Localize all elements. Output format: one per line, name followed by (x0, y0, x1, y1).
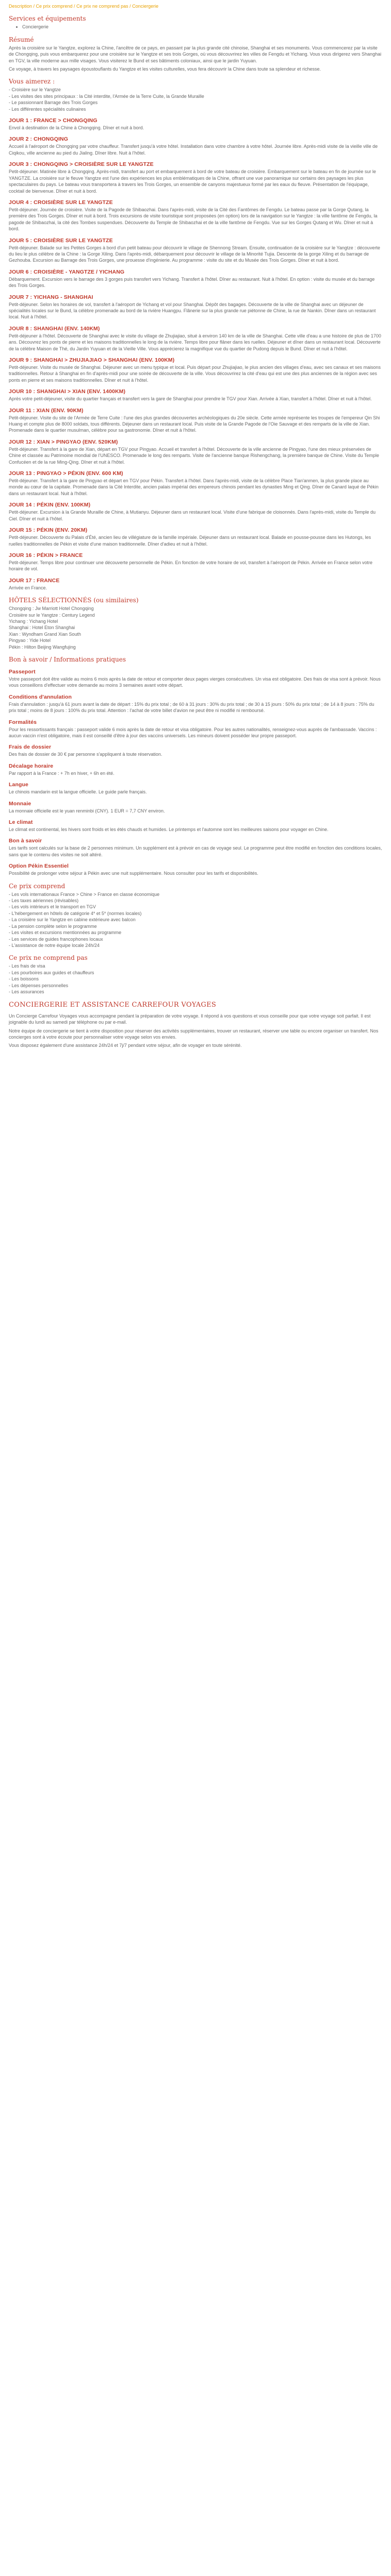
prix-ne-comprend-item: - Les dépenses personnelles (9, 982, 69, 988)
day-text: Petit-déjeuner. Selon les horaires de vol, transfert à l'aéroport de Yichang et vol pour Shanghai. Dépôt des bagages. Découverte de la ville de Shanghai avec un déjeuner de spécialités locales sur le Bund, la célèbre promenade au bord de la rivière Huangpu. Flânerie sur la plus grande rue piétonne de Chine, la rue de Nankin. Dîner dans un restaurant local. Nuit à l'hôtel. (9, 301, 376, 320)
hotel-item: Pingyao : Yide Hotel (9, 638, 51, 643)
conciergerie-paragraph: Notre équipe de conciergerie se tient à votre disposition pour réserver des activités supplémentaires, trouver un restaurant, réserver une table ou encore organiser un transfert. Nos concierges sont à votre écoute pour personnaliser votre voyage selon vos envies. (9, 1028, 379, 1040)
hotel-item: Shanghai : Hotel Eton Shanghai (9, 625, 75, 631)
info-block-title: Décalage horaire (9, 762, 54, 769)
day-title: JOUR 11 : XIAN (ENV. 90KM) (9, 407, 84, 414)
day-text: Petit-déjeuner. Matinée libre à Chongqing. Après-midi, transfert au port et embarquement à bord de votre bateau de croisière. Embarquement sur le bateau en fin de journée sur le YANGTZE. La croisière sur le fleuve Yangtze est l'une des expériences les plus emblématiques de la Chine, offrant une vue panoramique sur certains des paysages les plus spectaculaires du pays. Le bateau vous transportera à travers les Trois Gorges, un ensemble de canyons majestueux formé par les eaux du fleuve. Présentation de l'équipage, cocktail de bienvenue. Dîner et nuit à bord. (9, 169, 376, 194)
info-block-title: Bon à savoir (9, 838, 42, 844)
hotel-item: Croisière sur le Yangtze : Century Legend (9, 612, 95, 618)
day-text: Petit-déjeuner à l'hôtel. Découverte de Shanghai avec le visite du village de Zhujiajiao, situé à environ 140 km de la ville de Shanghai. Cette ville d'eau a une histoire de plus de 1700 ans. Découvrez les ponts de pierre et les maisons traditionnelles le long de la rivière. Temps libre pour flâner dans les ruelles. Déjeuner et dîner dans un restaurant local. Découverte de la célèbre Maison de Thé, du Jardin Yuyuan et de la Vieille Ville. Vous apprécierez la magnifique vue du quartier de Pudong depuis le Bund. Dîner et nuit à l'hôtel. (9, 333, 381, 351)
day-title: JOUR 10 : SHANGHAI > XIAN (ENV. 1400KM) (9, 388, 126, 395)
day-text: Petit-déjeuner. Transfert à la gare de Pingyao et départ en TGV pour Pékin. Transfert à l'hôtel. Dans l'après-midi, visite de la célèbre Place Tian'anmen, la plus grande place au monde au cœur de la capitale. Promenade dans la Cité Interdite, ancien palais impérial des empereurs chinois pendant les dynasties Ming et Qing. Dîner de Canard laqué de Pékin dans un restaurant local. Nuit à l'hôtel. (9, 478, 379, 496)
hotels-list (9, 605, 382, 650)
day-title: JOUR 13 : PINGYAO > PÉKIN (ENV. 600 KM) (9, 470, 123, 477)
prix-comprend-item: - Les visites et excursions mentionnées au programme (9, 930, 122, 936)
services-list (9, 24, 382, 30)
info-block-title: Langue (9, 782, 28, 788)
day-text: Petit-déjeuner. Transfert à la gare de Xian, départ en TGV pour Pingyao. Accueil et transfert à l'hôtel. Découverte de la ville ancienne de Pingyao, l'une des mieux préservées de Chine et classée au Patrimoine mondial de l'UNESCO. Promenade le long des remparts. Visite de l'ancienne banque Rishengchang, la première banque de Chine. Visite du Temple Confucéen et de la rue Ming-Qing. Dîner et nuit à l'hôtel. (9, 446, 379, 465)
info-block-title: Monnaie (9, 800, 31, 807)
prix-comprend-item: - Les vols internationaux France > Chine > France en classe économique (9, 891, 160, 897)
itinerary (9, 117, 382, 591)
prix-ne-comprend-item: - Les boissons (9, 976, 39, 982)
conciergerie-paragraph: Un Concierge Carrefour Voyages vous accompagne pendant la préparation de votre voyage. Il répond à vos questions et vous conseille pour que votre voyage soit parfait. Il est joignable du lundi au samedi par téléphone ou par e-mail. (9, 1013, 371, 1025)
day-title: JOUR 9 : SHANGHAI > ZHUJIAJIAO > SHANGHAI (ENV. 100KM) (9, 357, 175, 363)
info-block-text: Le chinois mandarin est la langue officielle. Le guide parle français. (9, 789, 147, 795)
day-title: JOUR 17 : FRANCE (9, 577, 60, 584)
info-block-text: Les tarifs sont calculés sur la base de 2 personnes minimum. Un supplément est à prévoir en cas de voyage seul. Le programme peut être modifié en fonction des conditions locales, sans que le contenu des visites ne soit altéré. (9, 845, 382, 857)
vous-aimerez-item: - Croisière sur le Yangtze (9, 87, 61, 93)
day-title: JOUR 2 : CHONGQING (9, 136, 68, 143)
prix-comprend-item: - Les taxes aériennes (révisables) (9, 898, 79, 904)
hotels-title: HÔTELS SÉLECTIONNÉS (ou similaires) (9, 597, 139, 604)
day-text: Petit-déjeuner. Découverte du Palais d'Été, ancien lieu de villégiature de la famille impériale. Déjeuner dans un restaurant local. Balade en pousse-pousse dans les Hutongs, les ruelles traditionnelles de Pékin et visite d'une maison traditionnelle. Dîner d'adieu et nuit à l'hôtel. (9, 535, 371, 547)
vous-aimerez-title: Vous aimerez : (9, 78, 55, 86)
info-block-title: Option Pékin Essentiel (9, 863, 69, 870)
prix-comprend-item: - La pension complète selon le programme (9, 923, 97, 929)
prix-ne-comprend-list (9, 963, 382, 995)
breadcrumb[interactable]: Description / Ce prix comprend / Ce prix ne comprend pas / Conciergerie (9, 4, 159, 9)
hotel-item: Pékin : Hilton Beijing Wangfujing (9, 644, 76, 650)
resume-paragraph: Après la croisière sur le Yangtze, explorez la Chine, l'ancêtre de ce pays, en passant par la plus grande cité chinoise, Shanghai et ses monuments. Vous commencerez par la visite de Chongqing, puis vous embarquerez pour une croisière sur le Yangtze et ses trois Gorges, où vous découvrirez les villes de Fengdu et Yichang. Vous vous dirigerez vers Shanghai en TGV, la ville moderne aux mille visages. Vous visiterez le Bund et ses bâtiments coloniaux, ainsi que le jardin Yuyuan. (9, 45, 382, 63)
info-block-title: Le climat (9, 819, 33, 826)
prix-comprend-item: - Les vols intérieurs et le transport en TGV (9, 904, 96, 910)
info-block-title: Passeport (9, 668, 36, 675)
prix-ne-comprend-item: - Les pourboires aux guides et chauffeurs (9, 970, 94, 975)
services-item: • Conciergerie (22, 24, 382, 30)
hotel-item: Chongqing : Jw Marriott Hotel Chongqing (9, 606, 94, 612)
day-title: JOUR 7 : YICHANG - SHANGHAI (9, 294, 93, 300)
info-block-text: Possibilité de prolonger votre séjour à Pékin avec une nuit supplémentaire. Nous consulter pour les tarifs et disponibilités. (9, 871, 258, 876)
prix-ne-comprend-item: - Les frais de visa (9, 963, 45, 969)
vous-aimerez-item: - Les visites des sites principaux : la Cité interdite, l'Armée de la Terre Cuite, la Grande Muraille (9, 93, 204, 99)
day-text: Arrivée en France. (9, 585, 47, 590)
conciergerie-title: CONCIERGERIE ET ASSISTANCE CARREFOUR VOYAGES (9, 1001, 217, 1009)
info-block-text: Frais d'annulation : jusqu'à 61 jours avant la date de départ : 15% du prix total ; de 60 à 31 jours : 30% du prix total ; de 30 à 15 jours : 50% du prix total ; de 14 à 8 jours : 75% du prix total ; moins de 8 jours : 100% du prix total. Attention : l'achat de votre billet d'avion ne peut être ni modifié ni remboursé. (9, 701, 374, 714)
resume-paragraph: Ce voyage, à travers les paysages époustouflants du Yangtze et les visites culturelles, vous fera découvrir la Chine dans toute sa splendeur et richesse. (9, 66, 321, 72)
day-title: JOUR 1 : FRANCE > CHONGQING (9, 117, 97, 124)
page (0, 3, 391, 1061)
prix-comprend-item: - L'assistance de notre équipe locale 24h/24 (9, 942, 100, 948)
day-title: JOUR 15 : PÉKIN (ENV. 20KM) (9, 527, 88, 534)
info-title: Bon à savoir / Informations pratiques (9, 655, 126, 663)
info-block-title: Formalités (9, 719, 37, 725)
day-text: Petit-déjeuner. Excursion à la Grande Muraille de Chine, à Mutianyu. Déjeuner dans un restaurant local. Visite d'une fabrique de cloisonnés. Dans l'après-midi, visite du Temple du Ciel. Dîner et nuit à l'hôtel. (9, 510, 376, 521)
day-text: Petit-déjeuner. Journée de croisière. Visite de la Pagode de Shibaozhai. Dans l'après-midi, visite de la Cité des Fantômes de Fengdu. Le bateau passe par la Gorge Qutang, la première des Trois Gorges. Dîner et nuit à bord. Trois excursions de visite touristique sont proposées (en option) lors de la navigation sur le Yangtze : la ville fantôme de Fengdu, la pagode de Shibaozhai, la cité des Tombes suspendues. Découverte du Temple de Shibaozhai et de la ville fantôme de Fengdu. Vue sur les Gorges Qutang et Wu. Dîner et nuit à bord. (9, 207, 378, 232)
day-title: JOUR 5 : CROISIÈRE SUR LE YANGTZE (9, 237, 113, 244)
day-text: Débarquement. Excursion vers le barrage des 3 gorges puis transfert vers Yichang. Transfert à l'hôtel. Dîner au restaurant. Nuit à l'hôtel. En option : visite du musée et du barrage des Trois Gorges. (9, 276, 375, 289)
conciergerie-paragraph: Vous disposez également d'une assistance 24h/24 et 7j/7 pendant votre séjour, afin de voyager en toute sérénité. (9, 1043, 242, 1048)
info-blocks (9, 668, 382, 877)
vous-aimerez-list (9, 87, 382, 112)
day-text: Accueil à l'aéroport de Chongqing par votre chauffeur. Transfert jusqu'à votre hôtel. Installation dans votre chambre à votre hôtel. Journée libre. Après-midi visite de la vieille ville de Ciqikou, ville ancienne au pied du Jialing. Dîner libre. Nuit à l'hôtel. (9, 144, 378, 156)
prix-ne-comprend-title: Ce prix ne comprend pas (9, 954, 88, 962)
day-title: JOUR 14 : PÉKIN (ENV. 100KM) (9, 502, 91, 509)
day-text: Petit-déjeuner. Temps libre pour continuer une découverte personnelle de Pékin. En fonction de votre horaire de vol, transfert à l'aéroport de Pékin. Arrivée en France selon votre horaire de vol. (9, 560, 372, 572)
info-block-text: Votre passeport doit être valide au moins 6 mois après la date de retour et comporter deux pages vierges consécutives. Un visa est obligatoire. Des frais de visa sont à prévoir. Nous vous conseillons d'effectuer votre demande au moins 3 semaines avant votre départ. (9, 676, 381, 688)
day-title: JOUR 8 : SHANGHAI (ENV. 140KM) (9, 325, 100, 332)
day-title: JOUR 6 : CROISIÈRE - YANGTZE / YICHANG (9, 268, 125, 275)
prix-comprend-item: - Les services de guides francophones locaux (9, 936, 103, 942)
hotel-item: Yichang : Yichang Hotel (9, 618, 58, 624)
day-text: Petit-déjeuner. Visite du site de l'Armée de Terre Cuite : l'une des plus grandes découvertes archéologiques du 20e siècle. Cette armée représente les troupes de l'empereur Qin Shi Huang et compte plus de 8000 soldats, tous différents. Déjeuner dans un restaurant local. Puis visite de la Grande Pagode de l'Oie Sauvage et des remparts de la ville de Xian. Promenade dans le quartier musulman, célèbre pour sa gastronomie. Dîner et nuit à l'hôtel. (9, 415, 380, 433)
day-title: JOUR 4 : CROISIÈRE SUR LE YANGTZE (9, 199, 113, 206)
prix-comprend-list (9, 891, 382, 949)
info-block-text: Le climat est continental, les hivers sont froids et les étés chauds et humides. Le printemps et l'automne sont les meilleures saisons pour voyager en Chine. (9, 827, 329, 833)
prix-comprend-title: Ce prix comprend (9, 882, 66, 890)
day-text: Envol à destination de la Chine à Chongqing. Dîner et nuit à bord. (9, 125, 144, 131)
info-block-text: Par rapport à la France : + 7h en hiver, + 6h en été. (9, 770, 115, 776)
info-block-title: Frais de dossier (9, 744, 52, 751)
prix-ne-comprend-item: - Les assurances (9, 989, 44, 994)
vous-aimerez-item: - Le passionnant Barrage des Trois Gorges (9, 100, 98, 106)
services-title: Services et équipements (9, 15, 86, 23)
prix-comprend-item: - La croisière sur le Yangtze en cabine extérieure avec balcon (9, 917, 136, 923)
info-block-title: Conditions d'annulation (9, 693, 72, 700)
prix-comprend-item: - L'hébergement en hôtels de catégorie 4* et 5* (normes locales) (9, 910, 142, 916)
day-title: JOUR 16 : PÉKIN > FRANCE (9, 552, 83, 558)
info-block-text: Pour les ressortissants français : passeport valide 6 mois après la date de retour et visa obligatoire. Pour les autres nationalités, renseignez-vous auprès de l'ambassade. Vaccins : aucun vaccin n'est obligatoire, mais il est conseillé d'être à jour des vaccins universels. Les mineurs doivent posséder leur propre passeport. (9, 726, 377, 738)
info-block-text: Des frais de dossier de 30 € par personne s'appliquent à toute réservation. (9, 752, 162, 757)
day-text: Petit-déjeuner. Balade sur les Petites Gorges à bord d'un petit bateau pour découvrir le village de Shennong Stream. Ensuite, continuation de la croisière sur le Yangtze : découverte du lieu le plus célèbre de la Chine : la Gorge Xiling. Dans l'après-midi, débarquement pour découvrir le village de la Minorité Tujia. Descente de la gorge Xiling et du barrage de Gezhouba. Excursion au Barrage des Trois Gorges, une prouesse d'ingénierie. Au programme : visite du site et du Musée des Trois Gorges. Dîner et nuit à bord. (9, 245, 380, 263)
day-title: JOUR 12 : XIAN > PINGYAO (ENV. 520KM) (9, 438, 118, 445)
info-block-text: La monnaie officielle est le yuan renminbi (CNY). 1 EUR = 7,7 CNY environ. (9, 808, 165, 814)
day-text: Petit-déjeuner. Visite du musée de Shanghai. Déjeuner avec un menu typique et local. Puis départ pour Zhujiajiao, le plus ancien des villages d'eau, avec ses canaux et ses maisons traditionnelles. Retour à Shanghai en fin d'après-midi pour une soirée de découverte de la ville. Vous découvrirez la cité d'eau qui est une des plus anciennes de la région avec ses ponts en pierre et ses maisons traditionnelles. Dîner et nuit à l'hôtel. (9, 365, 381, 383)
hotel-item: Xian : Wyndham Grand Xian South (9, 631, 81, 637)
vous-aimerez-item: - Les différentes spécialités culinaires (9, 106, 86, 112)
day-title: JOUR 3 : CHONGQING > CROISIÈRE SUR LE YANGTZE (9, 161, 154, 168)
resume-title: Résumé (9, 36, 34, 43)
day-text: Après votre petit-déjeuner, visite du quartier français et transfert vers la gare de Shanghai pour prendre le TGV pour Xian. Arrivée à Xian, transfert à l'hôtel. Dîner et nuit à l'hôtel. (9, 396, 372, 402)
